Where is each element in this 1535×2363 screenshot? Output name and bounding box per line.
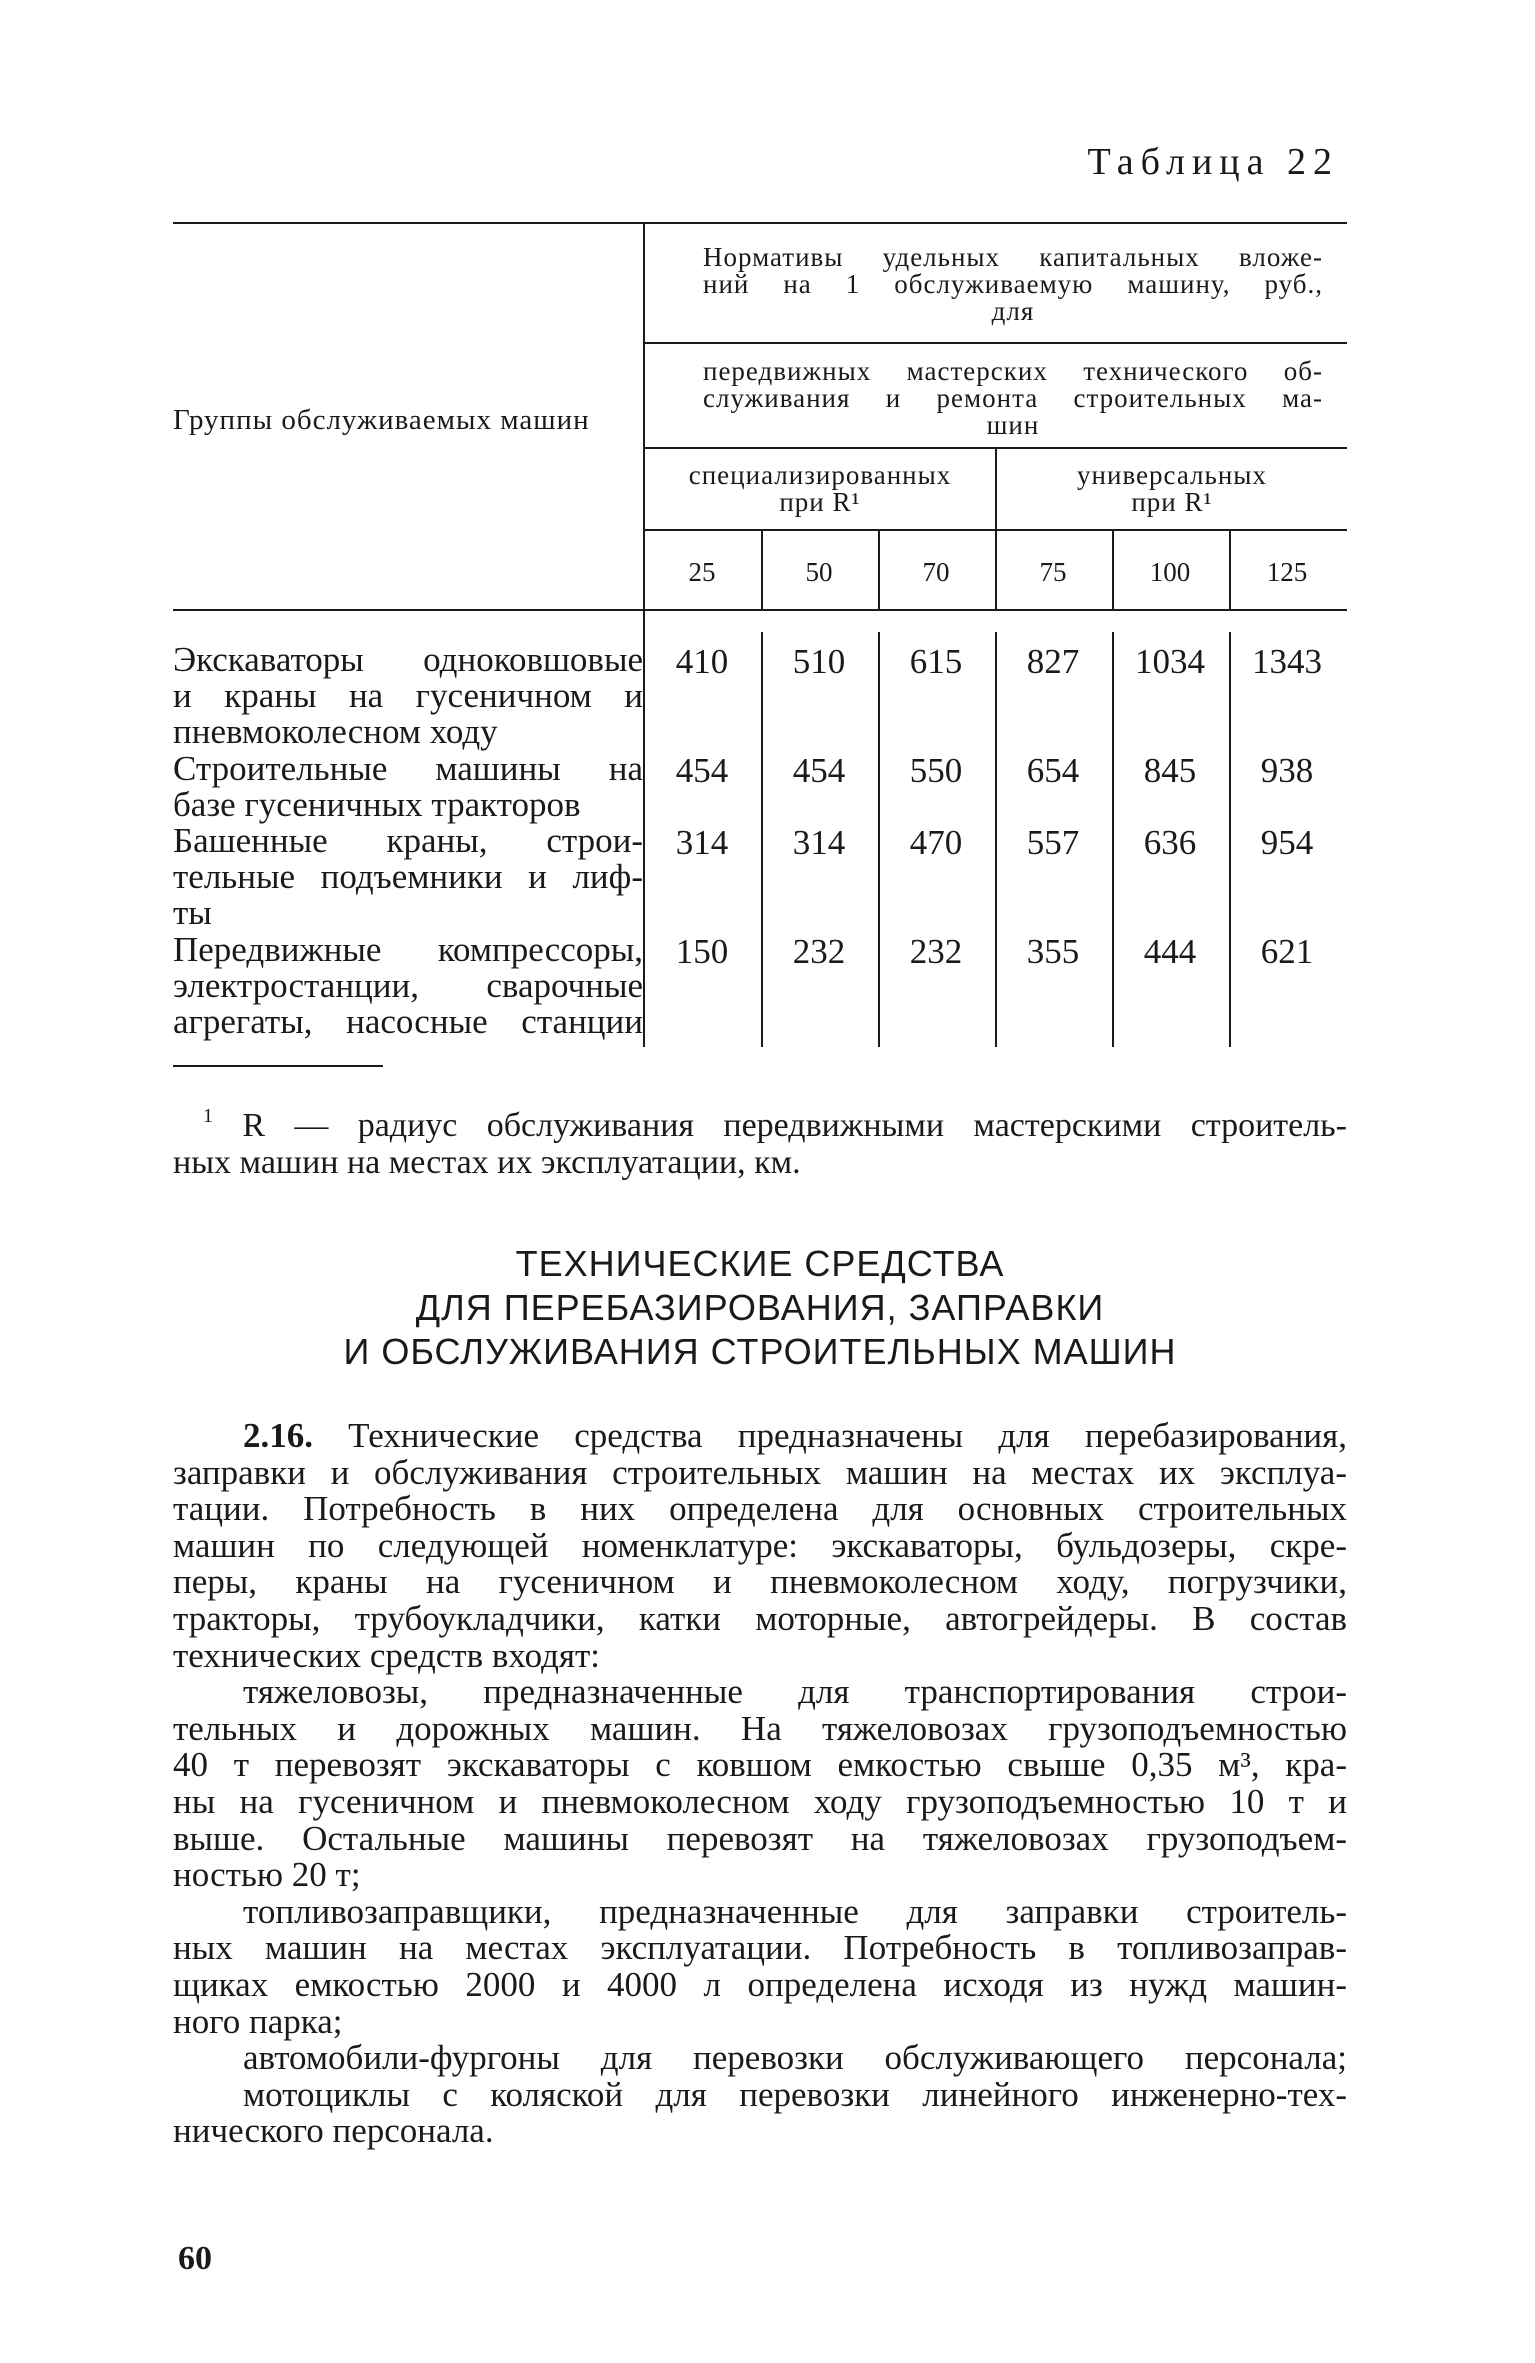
- radius-25: 25: [688, 557, 716, 587]
- paragraph-line: тракторы, трубоукладчики, катки моторные, автогрейдеры. В состав: [173, 1598, 1347, 1638]
- row-label-line: Строительные машины на: [173, 749, 643, 788]
- paragraph-line: мотоциклы с коляской для перевозки линейного инженерно-тех-: [243, 2074, 1347, 2114]
- table-row-label: [173, 932, 643, 1040]
- body-col-rule-3: [995, 632, 997, 1047]
- groups-header: Группы обслуживаемых машин: [173, 404, 590, 436]
- row-label-line: Передвижные компрессоры,: [173, 930, 643, 969]
- table-cell: 410: [675, 642, 729, 681]
- table-row-label: [173, 823, 643, 931]
- table-cell: 954: [1260, 823, 1314, 862]
- paragraph-line: перы, краны на гусеничном и пневмоколесном ходу, погрузчики,: [173, 1562, 1347, 1602]
- row-label-line: Башенные краны, строи-: [173, 821, 643, 860]
- table-cell: 232: [792, 932, 846, 971]
- body-text: [173, 1418, 1347, 2150]
- col-rule-4: [1112, 529, 1114, 609]
- table-header-rule: [173, 609, 1347, 611]
- radius-70: 70: [922, 557, 950, 587]
- specialized-header-line-1: специализированных: [688, 460, 952, 490]
- body-col-rule-5: [1229, 632, 1231, 1047]
- row-label-line: агрегаты, насосные станции: [173, 1002, 643, 1041]
- workshops-header-line-2: служивания и ремонта строительных ма-: [703, 383, 1323, 413]
- paragraph-line: машин по следующей номенклатуре: экскаваторы, бульдозеры, скре-: [173, 1525, 1347, 1565]
- table-top-rule: [173, 222, 1347, 224]
- radius-125: 125: [1266, 557, 1308, 587]
- paragraph-line: топливозаправщики, предназначенные для заправки строитель-: [243, 1891, 1347, 1931]
- table-cell: 827: [1026, 642, 1080, 681]
- table-cell: 621: [1260, 932, 1314, 971]
- workshops-header-line-1: передвижных мастерских технического об-: [703, 356, 1323, 386]
- heading-line-3: И ОБСЛУЖИВАНИЯ СТРОИТЕЛЬНЫХ МАШИН: [343, 1331, 1177, 1372]
- body-col-rule-1: [761, 632, 763, 1047]
- section-heading: [173, 1242, 1347, 1374]
- paragraph-line: выше. Остальные машины перевозят на тяжеловозах грузоподъем-: [173, 1818, 1347, 1858]
- table-cell: 355: [1026, 932, 1080, 971]
- table-row-label: [173, 642, 643, 750]
- table-cell: 550: [909, 751, 963, 790]
- table-cell: 444: [1143, 932, 1197, 971]
- data-table: [173, 222, 1347, 1062]
- row-label-line: и краны на гусеничном и: [173, 676, 643, 715]
- paragraph-line-text: Технические средства предназначены для перебазирования,: [348, 1416, 1348, 1455]
- radius-100: 100: [1149, 557, 1191, 587]
- row-label-line: Экскаваторы одноковшовые: [173, 640, 643, 679]
- page-number: 60: [178, 2240, 212, 2277]
- col-rule-5: [1229, 529, 1231, 609]
- table-row-label: [173, 751, 643, 823]
- table-cell: 1034: [1135, 642, 1205, 681]
- table-cell: 510: [792, 642, 846, 681]
- footnote-line-2: ных машин на местах их эксплуатации, км.: [173, 1144, 801, 1181]
- table-cell: 454: [675, 751, 729, 790]
- col-rule-3: [995, 529, 997, 609]
- table-cell: 615: [909, 642, 963, 681]
- universal-header-line-1: универсальных: [1077, 460, 1267, 490]
- paragraph-line: технических средств входят:: [173, 1635, 600, 1675]
- table-cell: 314: [675, 823, 729, 862]
- paragraph-line: 40 т перевозят экскаваторы с ковшом емкостью свыше 0,35 м³, кра-: [173, 1745, 1347, 1785]
- table-cell: 845: [1143, 751, 1197, 790]
- norms-header: [703, 244, 1323, 325]
- paragraph-line: нического персонала.: [173, 2111, 494, 2151]
- table-cell: 1343: [1252, 642, 1322, 681]
- paragraph-line: [173, 1418, 1347, 1455]
- footnote-line-1: [173, 1098, 1347, 1144]
- paragraph-line: щиках емкостью 2000 и 4000 л определена исходя из нужд машин-: [173, 1964, 1347, 2004]
- table-cell: 654: [1026, 751, 1080, 790]
- body-col-rule-2: [878, 632, 880, 1047]
- row-label-line: ты: [173, 893, 212, 932]
- universal-header: [997, 462, 1347, 516]
- row-label-line: пневмоколесном ходу: [173, 712, 498, 751]
- paragraph-line: ных машин на местах эксплуатации. Потребность в топливозаправ-: [173, 1928, 1347, 1968]
- norms-header-line-2: ний на 1 обслуживаемую машину, руб.,: [703, 269, 1323, 299]
- paragraph-line: ного парка;: [173, 2001, 343, 2041]
- workshops-header-line-3: шин: [986, 410, 1040, 440]
- label-column-rule: [643, 222, 645, 1047]
- section-number: 2.16.: [243, 1416, 313, 1455]
- universal-header-line-2: при R¹: [1131, 487, 1213, 517]
- footnote-text-1: R — радиус обслуживания передвижными мастерскими строитель-: [242, 1107, 1348, 1144]
- footnote-marker: 1: [203, 1105, 213, 1127]
- specialized-header-line-2: при R¹: [779, 487, 861, 517]
- table-cell: 636: [1143, 823, 1197, 862]
- col-rule-2: [878, 529, 880, 609]
- header-rule-norms: [643, 342, 1347, 344]
- row-label-line: тельные подъемники и лиф-: [173, 857, 643, 896]
- body-col-rule-4: [1112, 632, 1114, 1047]
- paragraph-line: тации. Потребность в них определена для основных строительных: [173, 1489, 1347, 1529]
- table-cell: 314: [792, 823, 846, 862]
- table-cell: 557: [1026, 823, 1080, 862]
- norms-header-line-3: для: [991, 296, 1035, 326]
- radius-75: 75: [1039, 557, 1067, 587]
- table-cell: 454: [792, 751, 846, 790]
- row-label-line: электростанции, сварочные: [173, 966, 643, 1005]
- heading-line-1: ТЕХНИЧЕСКИЕ СРЕДСТВА: [515, 1243, 1005, 1284]
- radius-50: 50: [805, 557, 833, 587]
- paragraph-line: автомобили-фургоны для перевозки обслуживающего персонала;: [243, 2038, 1347, 2078]
- table-caption: Таблица 22: [1087, 141, 1339, 183]
- row-label-line: базе гусеничных тракторов: [173, 785, 581, 824]
- paragraph-line: тяжеловозы, предназначенные для транспортирования строи-: [243, 1672, 1347, 1712]
- col-rule-1: [761, 529, 763, 609]
- specialized-header: [645, 462, 995, 516]
- norms-header-line-1: Нормативы удельных капитальных вложе-: [703, 242, 1323, 272]
- footnote-rule: [173, 1065, 383, 1067]
- table-cell: 470: [909, 823, 963, 862]
- footnote: [173, 1098, 1347, 1181]
- paragraph-line: тельных и дорожных машин. На тяжеловозах грузоподъемностью: [173, 1708, 1347, 1748]
- table-cell: 150: [675, 932, 729, 971]
- paragraph-line: ностью 20 т;: [173, 1855, 361, 1895]
- heading-line-2: ДЛЯ ПЕРЕБАЗИРОВАНИЯ, ЗАПРАВКИ: [415, 1287, 1105, 1328]
- table-cell: 232: [909, 932, 963, 971]
- table-cell: 938: [1260, 751, 1314, 790]
- paragraph-line: заправки и обслуживания строительных машин на местах их эксплуа-: [173, 1452, 1347, 1492]
- workshops-header: [703, 358, 1323, 439]
- paragraph-line: ны на гусеничном и пневмоколесном ходу грузоподъемностью 10 т и: [173, 1781, 1347, 1821]
